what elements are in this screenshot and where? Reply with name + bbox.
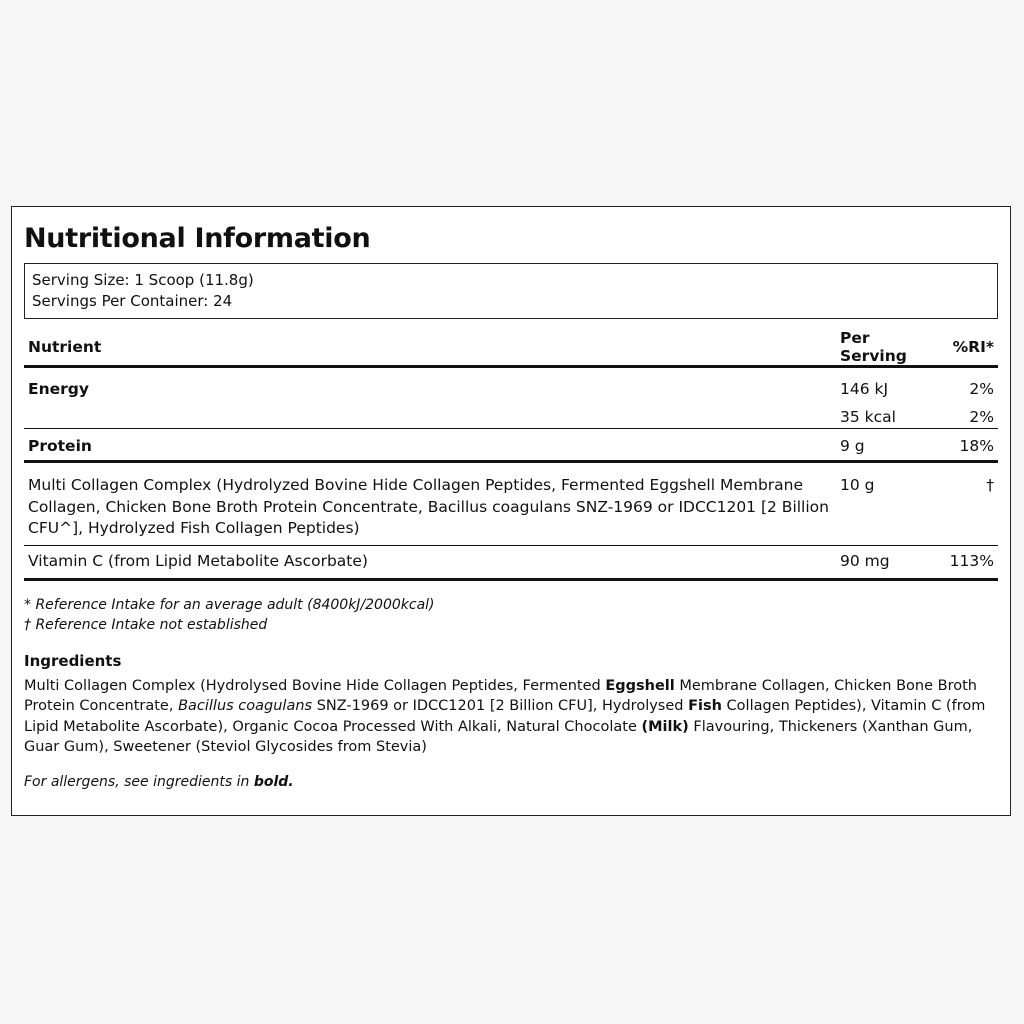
allergen-fish: Fish — [688, 698, 722, 714]
energy-kcal-ri: 2% — [942, 400, 998, 429]
ingredients-part: SNZ-1969 or IDCC1201 [2 Billion CFU], Hydrolysed — [312, 698, 689, 714]
ingredients-part: Multi Collagen Complex (Hydrolysed Bovine Hide Collagen Peptides, Fermented — [24, 677, 606, 694]
table-row-vitamin-c — [24, 545, 998, 579]
ingredients-part: Membrane Collagen, Chicken Bone Broth Protein Concentrate, — [24, 677, 977, 714]
nutrition-panel — [11, 206, 1011, 816]
servings-per-container: Servings Per Container: 24 — [32, 292, 233, 310]
page-title: Nutritional Information — [24, 223, 371, 254]
serving-info-box — [24, 263, 998, 319]
energy-kcal-spacer — [24, 400, 836, 429]
footnotes — [24, 595, 998, 636]
table-header-row — [24, 329, 998, 367]
allergen-note-text: For allergens, see ingredients in — [24, 773, 254, 790]
allergen-note — [24, 772, 998, 792]
table-row-collagen — [24, 462, 998, 546]
header-ri: %RI* — [942, 329, 998, 367]
allergen-eggshell: Eggshell — [605, 677, 675, 694]
collagen-ri: † — [942, 462, 998, 546]
table-row-energy-kj — [24, 367, 998, 401]
protein-ri: 18% — [942, 429, 998, 462]
vitamin-c-ri: 113% — [942, 545, 998, 579]
collagen-label: Multi Collagen Complex (Hydrolyzed Bovine Hide Collagen Peptides, Fermented Eggshell Membrane Collagen, Chicken Bone Broth Protein Concentrate, Bacillus coagulans SNZ-1969 or IDCC1201 [2 Billion CFU^], Hydrolyzed Fish Collagen Peptides) — [24, 462, 836, 546]
nutrition-table — [24, 329, 998, 581]
ingredients-part: Collagen Peptides), Vitamin C (from Lipid Metabolite Ascorbate), Organic Cocoa Processed With Alkali, Natural Chocolate — [24, 698, 986, 735]
protein-value: 9 g — [836, 429, 942, 462]
header-per-serving: Per Serving — [836, 329, 942, 367]
energy-kcal-value: 35 kcal — [836, 400, 942, 429]
protein-label: Protein — [24, 429, 836, 462]
vitamin-c-label: Vitamin C (from Lipid Metabolite Ascorbate) — [24, 545, 836, 579]
serving-size: Serving Size: 1 Scoop (11.8g) — [32, 271, 254, 289]
footnote-ri: * Reference Intake for an average adult (8400kJ/2000kcal) — [24, 596, 435, 613]
ingredients-text — [24, 676, 998, 758]
energy-kj-value: 146 kJ — [840, 380, 889, 398]
ingredients-part: Flavouring, Thickeners (Xanthan Gum, Guar Gum), Sweetener (Steviol Glycosides from Stevia) — [24, 718, 973, 755]
allergen-note-bold: bold. — [253, 773, 294, 790]
vitamin-c-value: 90 mg — [836, 545, 942, 579]
table-row-energy-kcal — [24, 400, 998, 429]
header-nutrient: Nutrient — [24, 329, 836, 367]
ingredients-title: Ingredients — [24, 651, 122, 670]
allergen-milk: (Milk) — [641, 718, 689, 735]
energy-label: Energy — [28, 380, 89, 398]
ingredients-italic: Bacillus coagulans — [178, 698, 313, 714]
collagen-value: 10 g — [836, 462, 942, 546]
energy-kj-ri: 2% — [969, 380, 994, 398]
table-row-protein — [24, 429, 998, 462]
footnote-not-established: † Reference Intake not established — [24, 617, 268, 633]
